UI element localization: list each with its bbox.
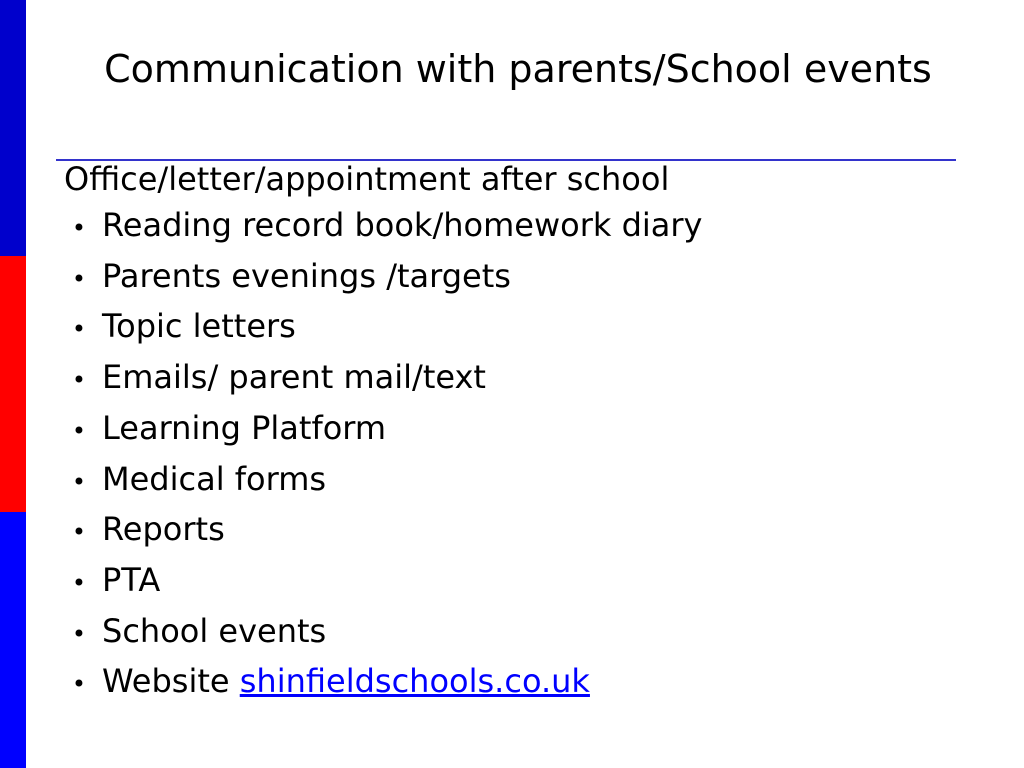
list-item [56,253,702,304]
bullet-icon: • [71,366,87,395]
bullet-icon: • [71,670,87,699]
list-item-text: Learning Platform [102,408,387,447]
list-item-text: Reading record book/homework diary [102,206,703,244]
list-item [56,354,702,405]
bullet-icon: • [71,619,87,648]
bullet-icon: • [71,214,87,242]
bullet-icon: • [71,264,87,293]
list-item-text: Parents evenings /targets [102,256,511,295]
website-link[interactable]: shinfieldschools.co.uk [239,662,590,701]
intro-line: Office/letter/appointment after school [64,160,670,198]
list-item [56,456,702,507]
list-item-text: Medical forms [102,459,327,498]
list-item-text [102,658,590,706]
website-label: Website [102,662,240,701]
list-item-text: Reports [102,510,225,549]
bullet-icon: • [71,518,87,547]
left-accent-bar-blue-top [0,0,26,256]
list-item-text: PTA [102,560,161,599]
list-item-text: Emails/ parent mail/text [102,358,486,397]
slide-title: Communication with parents/School events [104,47,932,91]
list-item-text: Topic letters [102,307,296,346]
list-item [56,506,702,557]
list-item [56,557,702,608]
bullet-icon: • [71,416,87,445]
bullet-list [56,202,702,709]
bullet-icon: • [71,315,87,344]
list-item-website [56,658,702,709]
left-accent-bar-blue-bottom [0,512,26,768]
bullet-icon: • [71,568,87,597]
left-accent-bar-red [0,256,26,512]
list-item [56,202,702,253]
list-item [56,405,702,456]
list-item [56,608,702,659]
bullet-icon: • [71,467,87,496]
list-item-text: School events [102,611,327,650]
list-item [56,303,702,354]
